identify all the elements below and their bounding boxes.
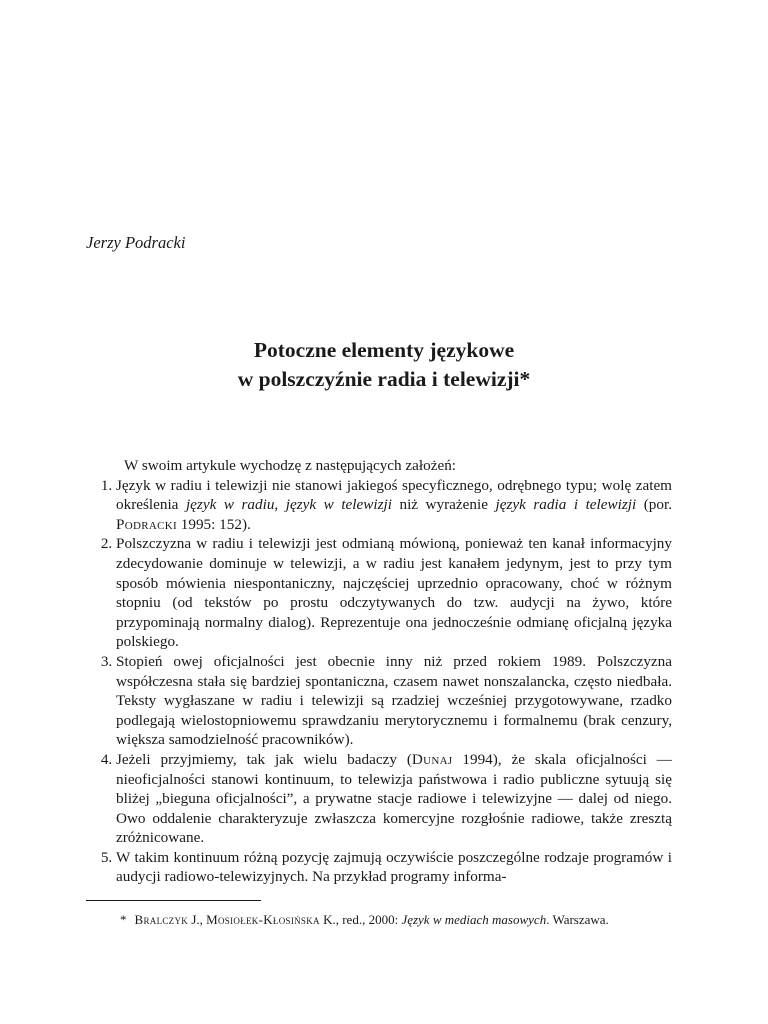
title-line-2: w polszczyźnie radia i telewizji* xyxy=(237,367,531,391)
cited-author: Mosiołek-Kłosińska xyxy=(206,912,320,927)
text-span: K., red., 2000: xyxy=(319,912,402,927)
cited-author: Podracki xyxy=(116,515,177,533)
cited-title: Język w mediach masowych xyxy=(401,912,547,927)
text-span: 1994), że skala oficjalności — nieoficjalności stanowi kontinuum, to telewizja państwowa i radio publiczne sytuują się bliżej „bieguna oficjalności”, a prywatne stacje radiowe i telewizyjne — dalej od niego. Owo oddalenie charakteryzuje zwłaszcza komercyjne rozgłośnie radiowe, także zresztą zróżnicowane. xyxy=(116,750,672,847)
list-item: 2. Polszczyzna w radiu i telewizji jest odmianą mówioną, ponieważ ten kanał informacyjny zdecydowanie dominuje w telewizji, a w radiu jest kanałem jedynym, jest to przy tym sposób mówienia niespontaniczny, najczęściej uprzednio opracowany, choć w różnym stopniu (od tekstów po prostu odczytywanych do tzw. audycji na żywo, które przypominają normalny dialog). Reprezentuje ona jednocześnie odmianę oficjalną języka polskiego. xyxy=(116,534,672,652)
cited-author: Dunaj xyxy=(411,750,453,768)
list-item xyxy=(116,750,672,848)
text-span: 1995: 152). xyxy=(176,515,251,533)
text-span: niż wyrażenie xyxy=(391,496,496,514)
intro-paragraph: W swoim artykule wychodzę z następujących założeń: xyxy=(124,457,457,474)
article-body xyxy=(86,456,672,887)
footnote xyxy=(120,911,680,928)
text-span: J., xyxy=(188,912,207,927)
text-span: Jeżeli przyjmiemy, tak jak wielu badaczy ( xyxy=(116,750,412,768)
title-line-1: Potoczne elementy językowe xyxy=(253,338,515,362)
text-span: , xyxy=(274,496,286,514)
emphasis: język w telewizji xyxy=(285,496,392,514)
emphasis: język radia i telewizji xyxy=(495,496,637,514)
list-item: 3. Stopień owej oficjalności jest obecnie inny niż przed rokiem 1989. Polszczyzna współczesna stała się bardziej spontaniczna, czasem nawet nonszalancka, często niedbała. Teksty wygłaszane w radiu i telewizji są rzadziej wcześniej przygotowywane, rzadko podlegają wielostopniowemu sprawdzaniu merytorycznemu i formalnemu (brak cenzury, większa samodzielność pracowników). xyxy=(116,652,672,750)
emphasis: język w radiu xyxy=(185,496,275,514)
footnote-mark: * xyxy=(120,912,127,927)
list-item xyxy=(116,476,672,535)
author-name: Jerzy Podracki xyxy=(86,233,186,252)
list-item: 5. W takim kontinuum różną pozycję zajmują oczywiście poszczególne rodzaje programów i audycji radiowo-telewizyjnych. Na przykład programy informa- xyxy=(116,848,672,887)
text-span: (por. xyxy=(636,496,673,514)
cited-author: Bralczyk xyxy=(134,912,189,927)
assumptions-list xyxy=(86,476,672,887)
article-title xyxy=(86,336,682,394)
text-span: . Warszawa. xyxy=(546,912,609,927)
footnote-divider xyxy=(86,900,261,901)
text-span: Język w radiu i telewizji nie stanowi jakiegoś specyficznego, odrębnego typu; wolę zatem określenia xyxy=(116,476,672,514)
